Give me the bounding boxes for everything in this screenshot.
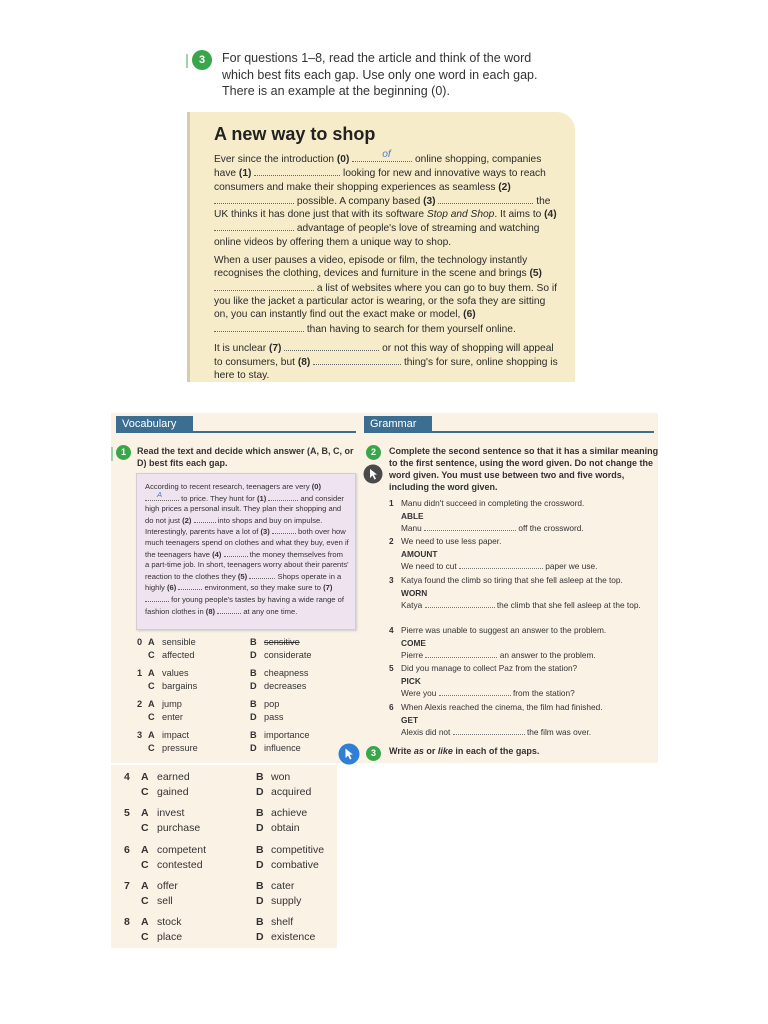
grammar-gap-2[interactable]	[459, 560, 543, 569]
gap-4[interactable]	[214, 221, 294, 231]
vocabulary-exercise-badge: 1	[116, 445, 131, 460]
exercise-number-badge: 3	[192, 50, 212, 70]
vocabulary-text: According to recent research, teenagers are very (0) A to price. They hunt for (1) and consider high prices a personal insult. They plan their shopping and do not just (2) into shops and buy on impulse. Interestingly, parents have a lot of (3) both over how much teenagers spend on clothes and what they buy, even if the teenagers have (4) the money themselves from a part-time job. In short, teenagers worry about their parents' reaction to the clothes they (5) . Shops operate in a highly (6) environment, so they make sure to (7) for young people's tastes by having a wide range of fashion clothes in (8) at any one time.	[145, 482, 349, 616]
gap-1[interactable]	[254, 166, 340, 176]
gap-5[interactable]	[214, 281, 314, 291]
grammar-gap-6[interactable]	[453, 726, 525, 735]
gap-6[interactable]	[214, 322, 304, 332]
grammar-rule	[364, 431, 654, 433]
article-paragraph-1: Ever since the introduction (0) of online shopping, companies have (1) looking for new and innovative ways to reach consumers and make their shopping experiences as seamless (2) possible. A company based (3) the UK thinks it has done just that with its software Stop and Shop. It aims to (4) advantage of people's love of streaming and watching online videos by offering them a unique way to shop.	[214, 149, 557, 248]
article-paragraph-3: It is unclear (7) or not this way of shopping will appeal to consumers, but (8) thing's for sure, online shopping is here to stay.	[214, 342, 558, 382]
grammar-next-instruction: Write as or like in each of the gaps.	[389, 746, 540, 756]
vocab-gap-2[interactable]	[194, 515, 216, 523]
pointer-cursor-icon	[338, 743, 360, 765]
grammar-tab: Grammar	[364, 416, 432, 432]
vocab-gap-0: A	[145, 493, 179, 501]
vocabulary-tab: Vocabulary	[116, 416, 193, 432]
vocab-gap-1[interactable]	[268, 493, 298, 501]
grammar-gap-3[interactable]	[425, 599, 495, 608]
exercise-instruction: For questions 1–8, read the article and think of the word which best fits each gap. Use only one word in each gap. There is an example at the beginning (0).	[222, 51, 538, 98]
grammar-gap-1[interactable]	[424, 522, 516, 531]
gap-0: of	[352, 152, 412, 162]
gap-2[interactable]	[214, 194, 294, 204]
grammar-gap-5[interactable]	[439, 687, 511, 696]
vocabulary-rule	[116, 431, 356, 433]
vocabulary-text-box	[136, 473, 356, 630]
vocab-gap-7[interactable]	[145, 594, 169, 602]
margin-marker	[186, 54, 188, 68]
vocabulary-options-lower: 4 A earned B won C gained D acquired 5 A invest B achieve C purchase D obtain 6 A competent B competitive C contested D combative 7 A offer B cater C sell D supply 8 A stock B shelf C place D existence	[111, 765, 337, 948]
vocabulary-instruction: Read the text and decide which answer (A, B, C, or D) best fits each gap.	[137, 446, 354, 468]
gap-7[interactable]	[284, 341, 379, 351]
vocabulary-options-upper: 0 A sensible B sensitive C affected D considerate 1 A values B cheapness C bargains D decreases 2 A jump B pop C enter D pass 3 A impact B importance C pressure D influence	[137, 637, 312, 753]
vocab-gap-3[interactable]	[272, 526, 296, 534]
cursor-icon	[363, 464, 383, 484]
grammar-next-exercise-badge: 3	[366, 746, 381, 761]
article-body	[214, 149, 560, 382]
vocab-grammar-panel: Vocabulary Grammar 1 Read the text and decide which answer (A, B, C, or D) best fits each gap. According to recent research, teenagers are very (0) A to price. They hunt for (1) and consider high prices a personal insult. They plan their shopping and do not just (2) into shops and buy on impulse. Interestingly, parents have a lot of (3) both over how much teenagers spend on clothes and what they buy, even if the teenagers have (4) the money themselves from a part-time job. In short, teenagers worry about their parents' reaction to the clothes they (5) . Shops operate in a highly (6) environment, so they make sure to (7) for young people's tastes by having a wide range of fashion clothes in (8) at any one time. 0 A sensible B sensitive C affected D considerate 1 A values B cheapness C bargains D decreases 2 A jump B pop C enter D pass 3 A impact B importance C pressure D influence 2 Complete the second sentence so that it has a similar meaning to the first sentence, using the word given. Do not change the word given. You must use between two and five words, including the word given. 1 Manu didn't succeed in completing the crossword. ABLE Manu off the crossword. 2 We need to use less paper. AMOUNT We need to cut paper we use. 3 Katya found the climb so tiring that she fell asleep at the top. WORN Katya the climb that she fell asleep at the top. 4 Pierre was unable to suggest an answer to the problem. COME Pierre an answer to the problem. 5 Did you manage to collect Paz from the station? PICK Were you from the station? 6 When Alexis reached the cinema, the film had finished. GET Alexis did not the film was over. 3 Write as or like in each of the gaps.	[111, 413, 658, 763]
vocab-gap-8[interactable]	[217, 606, 241, 614]
grammar-gap-4[interactable]	[425, 649, 497, 658]
grammar-exercise-badge: 2	[366, 445, 381, 460]
vocab-gap-6[interactable]	[178, 582, 202, 590]
grammar-instruction: Complete the second sentence so that it has a similar meaning to the first sentence, using the word given. Do not change the word given. You must use between two and five words, including the word given.	[389, 446, 659, 492]
gap-3[interactable]	[438, 194, 533, 204]
gap-8[interactable]	[313, 355, 401, 365]
article-title: A new way to shop	[214, 124, 376, 144]
vocab-gap-5[interactable]	[249, 571, 273, 579]
article-paragraph-2: When a user pauses a video, episode or film, the technology instantly recognises the clothing, devices and furniture in the scene and brings (5) a list of websites where you can go to buy them. So if you like the jacket a particular actor is wearing, or the sofa they are sitting on, you can instantly find out the exact make or model, (6) than having to search for them yourself online.	[214, 255, 557, 335]
vocab-gap-4[interactable]	[224, 549, 248, 557]
article-box	[187, 112, 575, 382]
